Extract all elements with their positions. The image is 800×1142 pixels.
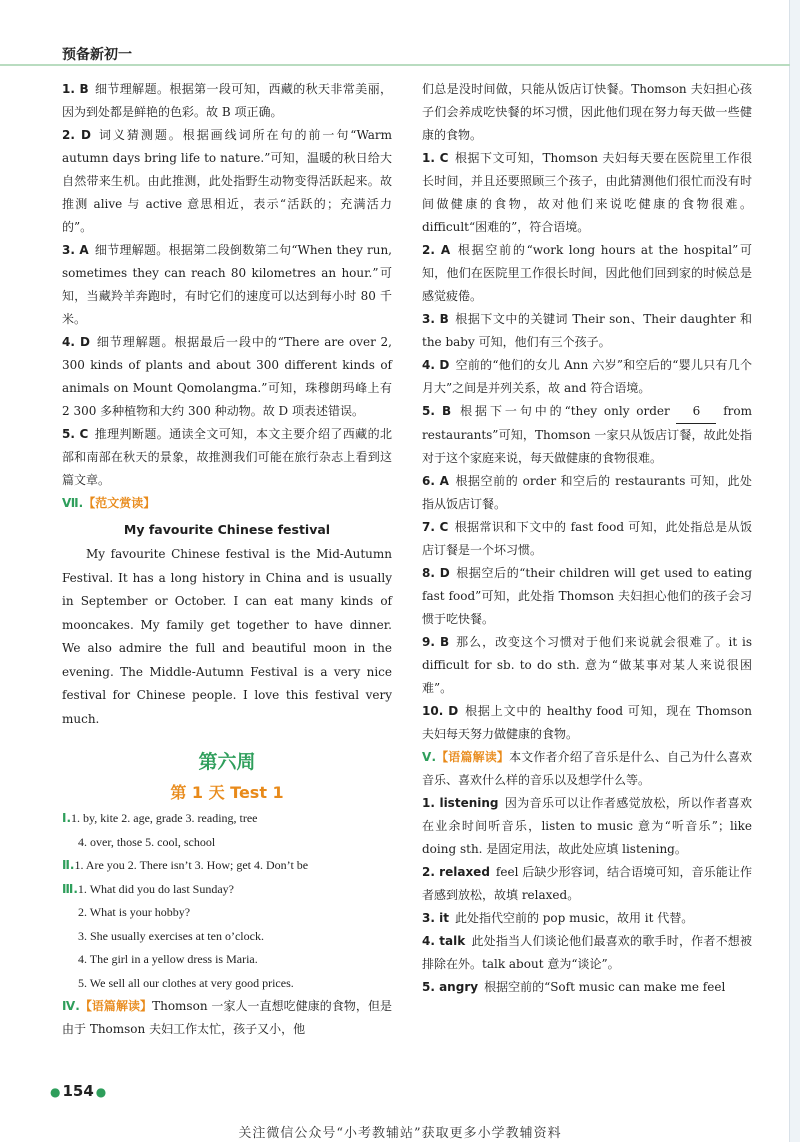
answer-item: 4. D 空前的“他们的女儿 Ann 六岁”和空后的“婴儿只有几个月大”之间是并列关系，故 and 符合语境。 xyxy=(422,358,752,395)
answer-item: 4. D 细节理解题。根据最后一段中的“There are over 2, 300 kinds of plants and about 300 different kinds of animals on Mount Qomolangma.”可知，珠穆朗玛峰上有 2 300 多种植物和大约 300 种动物。故 D 项表述错误。 xyxy=(62,335,392,418)
footer-note: 关注微信公众号“小考教辅站”获取更多小学教辅资料 xyxy=(238,1126,562,1141)
left-column xyxy=(62,78,392,1041)
answer-item: 1. B 细节理解题。根据第一段可知，西藏的秋天非常美丽，因为到处都是鲜艳的色彩。故 B 项正确。 xyxy=(62,82,392,119)
exercise-1-line: Ⅰ.1. by, kite 2. age, grade 3. reading, tree xyxy=(62,811,258,825)
day-title: 第 1 天 Test 1 xyxy=(170,783,284,802)
answer-item: 1. C 根据下文可知，Thomson 夫妇每天要在医院里工作很长时间，并且还要照顾三个孩子，由此猜测他们很忙而没有时间做健康的食物，故对他们来说吃健康的食物很难。difficult“困难的”，符合语境。 xyxy=(422,151,752,234)
page-number: ● 154 ● xyxy=(50,1082,107,1100)
page-dot-icon: ● xyxy=(50,1085,61,1099)
exercise-3-line: 4. The girl in a yellow dress is Maria. xyxy=(78,952,258,966)
right-column xyxy=(422,78,752,999)
section-5-intro: Ⅴ.【语篇解读】本文作者介绍了音乐是什么、自己为什么喜欢音乐、喜欢什么样的音乐以及想学什么等。 xyxy=(422,750,752,787)
answer-item: 1. listening 因为音乐可以让作者感觉放松，所以作者喜欢在业余时间听音乐，listen to music 意为“听音乐”；like doing sth. 是固定用法，故此处应填 listening。 xyxy=(422,796,752,856)
answer-item: 4. talk 此处指当人们谈论他们最喜欢的歌手时，作者不想被排除在外。talk about 意为“谈论”。 xyxy=(422,934,752,971)
page-edge xyxy=(789,0,800,1142)
essay-title: My favourite Chinese festival xyxy=(123,522,331,537)
exercise-2-line: Ⅱ.1. Are you 2. There isn’t 3. How; get 4. Don’t be xyxy=(62,858,309,872)
header-rule xyxy=(0,64,790,66)
answer-item: 8. D 根据空后的“their children will get used to eating fast food”可知，此处指 Thomson 夫妇担心他们的孩子会习惯于吃快餐。 xyxy=(422,566,752,626)
answer-item: 5. B 根据下一句中的“they only order 6 from restaurants”可知，Thomson 一家只从饭店订餐，故此处指对于这个家庭来说，每天做健康的食物很难。 xyxy=(422,400,752,470)
page-dot-icon: ● xyxy=(95,1085,107,1099)
answer-item: 5. angry 根据空前的“Soft music can make me feel xyxy=(422,980,726,994)
answer-item: 6. A 根据空前的 order 和空后的 restaurants 可知，此处指从饭店订餐。 xyxy=(422,474,752,511)
week-title: 第六周 xyxy=(198,751,256,773)
answer-item: 3. it 此处指代空前的 pop music，故用 it 代替。 xyxy=(422,911,694,925)
page-header xyxy=(0,0,800,70)
passage-intro-continued: 们总是没时间做，只能从饭店订快餐。Thomson 夫妇担心孩子们会养成吃快餐的坏习惯，因此他们现在努力每天做一些健康的食物。 xyxy=(422,82,752,142)
blank-number: 6 xyxy=(676,400,716,424)
exercise-3-line: 5. We sell all our clothes at very good prices. xyxy=(78,975,294,990)
exercise-1-line: 4. over, those 5. cool, school xyxy=(78,834,216,849)
exercise-3-line: 2. What is your hobby? xyxy=(78,905,191,919)
answer-item: 2. relaxed feel 后缺少形容词，结合语境可知，音乐能让作者感到放松，故填 relaxed。 xyxy=(422,865,752,902)
section-mark: Ⅶ. xyxy=(62,496,84,510)
exercise-3-line: Ⅲ.1. What did you do last Sunday? xyxy=(62,881,234,896)
answer-item: 9. B 那么，改变这个习惯对于他们来说就会很难了。it is difficult for sb. to do sth. 意为“做某事对某人来说很困难”。 xyxy=(422,635,752,695)
answer-item: 10. D 根据上文中的 healthy food 可知，现在 Thomson 夫妇每天努力做健康的食物。 xyxy=(422,704,752,741)
exercise-3-line: 3. She usually exercises at ten o’clock. xyxy=(78,928,264,943)
answer-item: 5. C 推理判断题。通读全文可知，本文主要介绍了西藏的北部和南部在秋天的景象，故推测我们可能在旅行杂志上看到这篇文章。 xyxy=(62,427,392,487)
header-label: 预备新初一 xyxy=(62,47,132,63)
answer-item: 2. A 根据空前的“work long hours at the hospital”可知，他们在医院里工作很长时间，因此他们回到家的时候总是感觉疲倦。 xyxy=(422,243,752,303)
answer-item: 2. D 词义猜测题。根据画线词所在句的前一句“Warm autumn days bring life to nature.”可知，温暖的秋日给大自然带来生机。由此推测，此处指野生动物变得活跃起来。故推测 alive 与 active 意思相近，表示“活跃的；充满活力的”。 xyxy=(62,128,393,234)
answer-item: 3. A 细节理解题。根据第二段倒数第二句“When they run, sometimes they can reach 80 kilometres an hour.”可知，当藏羚羊奔跑时，有时它们的速度可以达到每小时 80 千米。 xyxy=(62,243,392,326)
exercise-4-intro: Ⅳ.【语篇解读】Thomson 一家人一直想吃健康的食物，但是由于 Thomson 夫妇工作太忙，孩子又小，他 xyxy=(62,999,392,1036)
section-tag: 【范文赏读】 xyxy=(83,496,156,510)
answer-item: 7. C 根据常识和下文中的 fast food 可知，此处指总是从饭店订餐是一个坏习惯。 xyxy=(422,520,752,557)
section-heading-7 xyxy=(62,492,392,515)
essay-body: My favourite Chinese festival is the Mid-Autumn Festival. It has a long history in China and is usually in September or October. I can eat many kinds of mooncakes. My family get together to have dinner. We also admire the full and beautiful moon in the evening. The Middle-Autumn Festival is a very nice festival for Chinese people. I love this festival very much. xyxy=(62,547,392,726)
answer-item: 3. B 根据下文中的关键词 Their son、Their daughter 和 the baby 可知，他们有三个孩子。 xyxy=(422,312,752,349)
